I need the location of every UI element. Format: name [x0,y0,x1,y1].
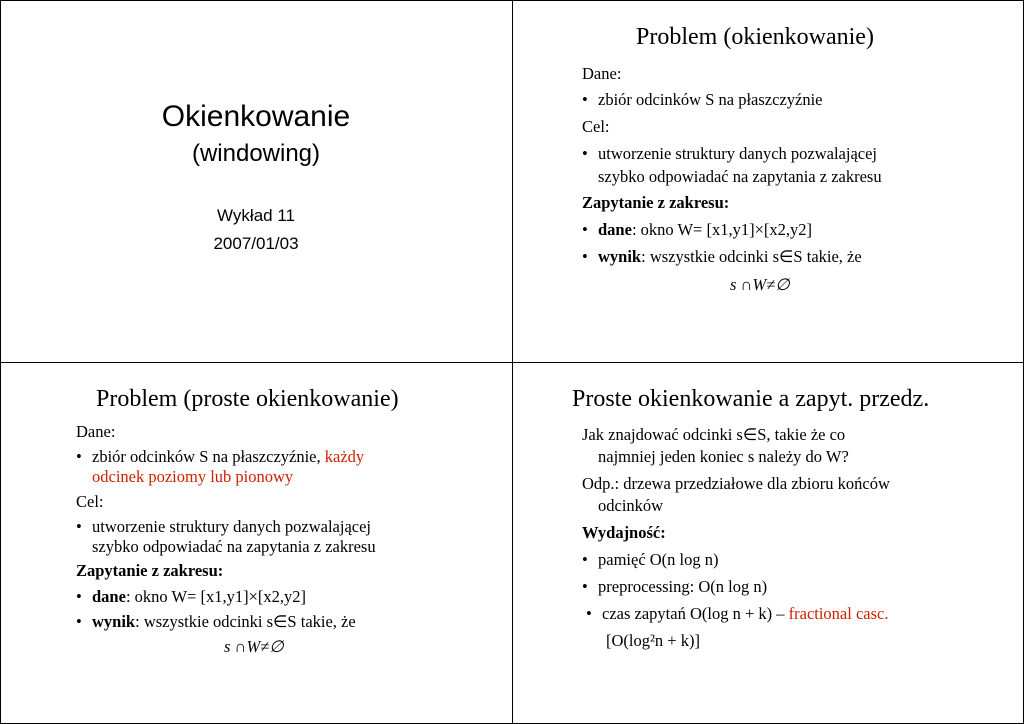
question-line: najmniej jeden koniec s należy do W? [598,447,849,466]
lecture-number: Wykład 11 [217,206,295,225]
list-item: • zbiór odcinków S na płaszczyźnie, każdy [92,447,364,467]
answer-line: Odp.: drzewa przedziałowe dla zbioru końców [582,474,890,493]
list-item-continuation: [O(log²n + k)] [606,631,700,650]
list-item: • utworzenie struktury danych pozwalającej [92,517,371,537]
list-item: • czas zapytań O(log n + k) – fractional casc. [602,604,888,624]
lecture-date: 2007/01/03 [213,234,299,253]
list-item: • pamięć O(n log n) [598,550,719,570]
list-item-continuation: szybko odpowiadać na zapytania z zakresu [92,537,376,556]
performance-heading: Wydajność: [582,523,666,542]
list-item: • utworzenie struktury danych pozwalającej [598,144,877,164]
list-item-continuation: odcinek poziomy lub pionowy [92,467,294,486]
question-line: Jak znajdować odcinki s∈S, takie że co [582,425,846,444]
list-item: • dane: okno W= [x1,y1]×[x2,y2] [92,587,306,607]
formula: s ∩W≠∅ [730,275,790,294]
cel-heading: Cel: [76,492,104,511]
query-heading: Zapytanie z zakresu: [582,193,730,212]
list-item: • preprocessing: O(n log n) [598,577,767,597]
list-item-continuation: szybko odpowiadać na zapytania z zakresu [598,167,882,186]
query-heading: Zapytanie z zakresu: [76,561,224,580]
slide-title: Problem (okienkowanie) [636,24,874,50]
slide-1 [0,0,512,362]
list-item: • wynik: wszystkie odcinki s∈S takie, że [92,612,356,632]
list-item: • wynik: wszystkie odcinki s∈S takie, że [598,247,862,267]
slide-2 [512,0,1024,362]
answer-line: odcinków [598,496,664,515]
slide-3 [0,362,512,724]
dane-heading: Dane: [76,422,116,441]
slide-title: Problem (proste okienkowanie) [96,386,399,412]
list-item: • zbiór odcinków S na płaszczyźnie [598,90,823,110]
slide-subtitle: (windowing) [191,140,321,167]
formula: s ∩W≠∅ [224,637,284,656]
cel-heading: Cel: [582,117,610,136]
dane-heading: Dane: [582,64,622,83]
list-item: • dane: okno W= [x1,y1]×[x2,y2] [598,220,812,240]
slide-title: Okienkowanie [161,100,351,133]
slide-title: Proste okienkowanie a zapyt. przedz. [572,386,930,412]
slide-4 [512,362,1024,724]
